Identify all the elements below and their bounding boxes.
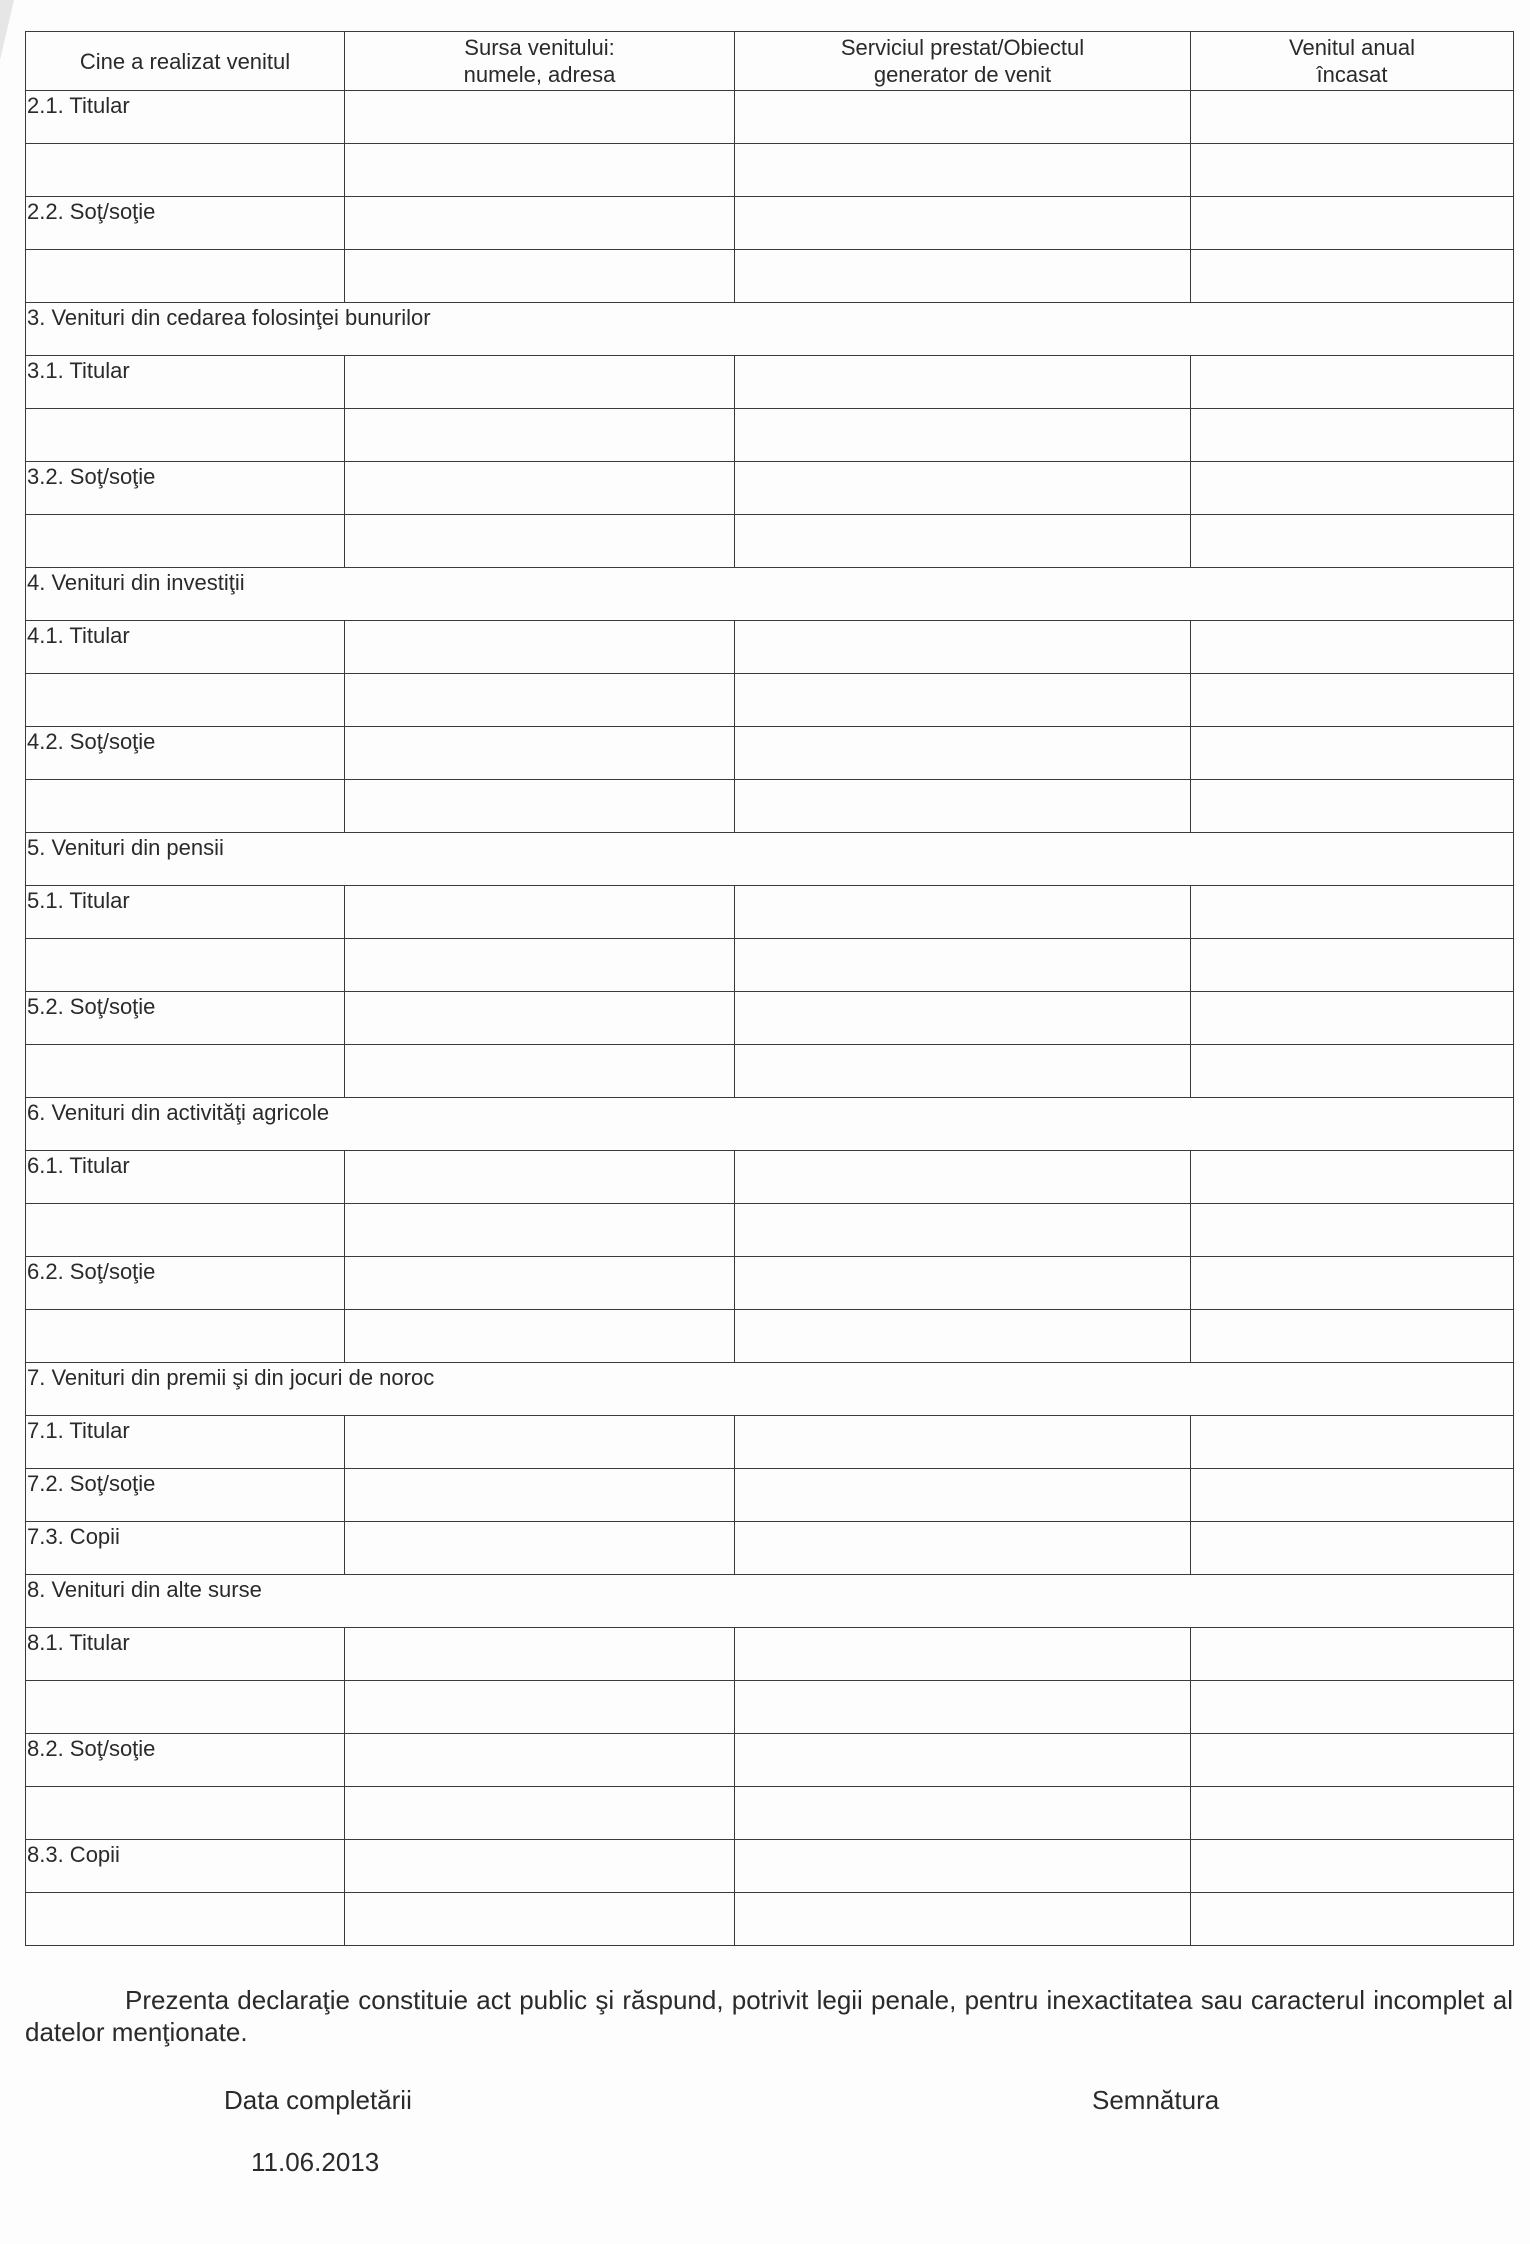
cell-service [735,992,1191,1045]
cell-service [735,197,1191,250]
table-row [26,674,1514,727]
cell-service [735,462,1191,515]
cell-who [26,409,345,462]
row-label [26,1204,344,1206]
cell-source [345,1416,735,1469]
cell-who [26,992,345,1045]
cell-source [345,992,735,1045]
cell-annual-income [1191,780,1514,833]
cell-service [735,1257,1191,1310]
cell-service [735,1840,1191,1893]
row-label [26,515,344,517]
row-label: 6.1. Titular [27,1153,130,1178]
table-row [26,1787,1514,1840]
cell-source [345,1628,735,1681]
cell-service [735,1628,1191,1681]
table-row [26,1734,1514,1787]
cell-service [735,780,1191,833]
table-row [26,1840,1514,1893]
cell-service [735,1416,1191,1469]
row-label [26,1310,344,1312]
row-label [26,1681,344,1683]
table-row [26,1893,1514,1946]
cell-source [345,250,735,303]
table-row [26,1522,1514,1575]
date-label: Data completării [224,2085,412,2115]
cell-who [26,462,345,515]
cell-source [345,1787,735,1840]
row-label [26,144,344,146]
cell-source [345,1469,735,1522]
table-row [26,886,1514,939]
cell-who [26,197,345,250]
cell-source [345,462,735,515]
row-label: 6.2. Soţ/soţie [27,1259,156,1284]
table-row [26,939,1514,992]
cell-service [735,1522,1191,1575]
cell-source [345,727,735,780]
cell-source [345,886,735,939]
section-row [26,1098,1514,1151]
row-label: 2.1. Titular [27,93,130,118]
table-row [26,1257,1514,1310]
section-heading-cell [26,1575,1514,1628]
cell-source [345,1893,735,1946]
cell-who [26,1416,345,1469]
row-label: 3.1. Titular [27,358,130,383]
cell-annual-income [1191,144,1514,197]
cell-who [26,1681,345,1734]
cell-service [735,1151,1191,1204]
cell-who [26,91,345,144]
table-body [26,91,1514,1946]
cell-service [735,727,1191,780]
row-label: 5.2. Soţ/soţie [27,994,156,1019]
table-row [26,1310,1514,1363]
cell-service [735,674,1191,727]
cell-service [735,939,1191,992]
cell-who [26,1840,345,1893]
table-row [26,1204,1514,1257]
section-heading: 4. Venituri din investiţii [27,570,245,595]
cell-annual-income [1191,515,1514,568]
row-label: 7.3. Copii [27,1524,120,1549]
section-row [26,1575,1514,1628]
row-label [26,674,344,676]
cell-who [26,1151,345,1204]
section-heading: 3. Venituri din cedarea folosinţei bunurilor [27,305,431,330]
cell-source [345,780,735,833]
row-label: 7.1. Titular [27,1418,130,1443]
row-label: 3.2. Soţ/soţie [27,464,156,489]
row-label [26,1893,344,1895]
cell-source [345,1681,735,1734]
cell-annual-income [1191,727,1514,780]
cell-annual-income [1191,1840,1514,1893]
table-row [26,1416,1514,1469]
cell-service [735,1893,1191,1946]
cell-annual-income [1191,1681,1514,1734]
table-row [26,621,1514,674]
cell-who [26,727,345,780]
header-source: Sursa venitului: numele, adresa [345,32,735,91]
cell-who [26,1204,345,1257]
cell-service [735,1310,1191,1363]
cell-annual-income [1191,674,1514,727]
row-label: 8.3. Copii [27,1842,120,1867]
table-row [26,1469,1514,1522]
cell-annual-income [1191,197,1514,250]
cell-who [26,1045,345,1098]
row-label: 2.2. Soţ/soţie [27,199,156,224]
table-row [26,144,1514,197]
cell-source [345,356,735,409]
cell-source [345,1045,735,1098]
table-row [26,1681,1514,1734]
table-row [26,1628,1514,1681]
table-row [26,462,1514,515]
table-row [26,409,1514,462]
row-label: 5.1. Titular [27,888,130,913]
cell-source [345,674,735,727]
cell-annual-income [1191,1257,1514,1310]
row-label: 8.1. Titular [27,1630,130,1655]
section-row [26,833,1514,886]
cell-who [26,356,345,409]
cell-source [345,1840,735,1893]
cell-who [26,674,345,727]
row-label: 8.2. Soţ/soţie [27,1736,156,1761]
cell-source [345,91,735,144]
row-label [26,780,344,782]
cell-service [735,1469,1191,1522]
cell-who [26,1469,345,1522]
table-row [26,197,1514,250]
cell-annual-income [1191,1787,1514,1840]
row-label [26,250,344,252]
table-row [26,780,1514,833]
section-heading: 5. Venituri din pensii [27,835,224,860]
cell-annual-income [1191,409,1514,462]
table-row [26,250,1514,303]
cell-service [735,1734,1191,1787]
cell-annual-income [1191,886,1514,939]
section-heading: 8. Venituri din alte surse [27,1577,262,1602]
header-who: Cine a realizat venitul [26,32,345,91]
cell-who [26,1628,345,1681]
cell-annual-income [1191,462,1514,515]
section-row [26,303,1514,356]
cell-service [735,621,1191,674]
row-label: 7.2. Soţ/soţie [27,1471,156,1496]
cell-annual-income [1191,1893,1514,1946]
row-label [26,409,344,411]
cell-who [26,621,345,674]
cell-who [26,1522,345,1575]
section-heading: 6. Venituri din activităţi agricole [27,1100,330,1125]
cell-annual-income [1191,1522,1514,1575]
table-row [26,1045,1514,1098]
cell-annual-income [1191,250,1514,303]
cell-service [735,1045,1191,1098]
cell-annual-income [1191,1416,1514,1469]
cell-source [345,1734,735,1787]
cell-who [26,1257,345,1310]
section-heading-cell [26,303,1514,356]
row-label: 4.2. Soţ/soţie [27,729,156,754]
cell-annual-income [1191,1045,1514,1098]
scan-corner-shadow [0,0,14,60]
cell-source [345,1522,735,1575]
section-heading-cell [26,568,1514,621]
cell-source [345,197,735,250]
date-value: 11.06.2013 [251,2147,380,2177]
cell-annual-income [1191,1628,1514,1681]
table-row [26,515,1514,568]
cell-service [735,1681,1191,1734]
cell-source [345,1310,735,1363]
row-label [26,939,344,941]
cell-who [26,1787,345,1840]
cell-annual-income [1191,1204,1514,1257]
table-row [26,356,1514,409]
cell-source [345,515,735,568]
cell-service [735,250,1191,303]
section-heading-cell [26,833,1514,886]
income-table [25,31,1514,1946]
cell-annual-income [1191,1734,1514,1787]
cell-who [26,250,345,303]
cell-service [735,409,1191,462]
section-heading: 7. Venituri din premii şi din jocuri de noroc [27,1365,435,1390]
table-row [26,91,1514,144]
cell-annual-income [1191,1151,1514,1204]
cell-annual-income [1191,356,1514,409]
cell-service [735,886,1191,939]
cell-service [735,91,1191,144]
row-label [26,1787,344,1789]
legal-statement: Prezenta declaraţie constituie act public şi răspund, potrivit legii penale, pentru inexactitatea sau caracterul incomplet al datelor menţionate. [25,1985,1513,2047]
section-heading-cell [26,1098,1514,1151]
cell-service [735,1204,1191,1257]
cell-source [345,144,735,197]
cell-source [345,1151,735,1204]
cell-who [26,515,345,568]
row-label [26,1045,344,1047]
cell-service [735,144,1191,197]
cell-annual-income [1191,992,1514,1045]
signature-label: Semnătura [1092,2085,1220,2115]
header-annual-income: Venitul anual încasat [1191,32,1514,91]
cell-who [26,144,345,197]
row-label: 4.1. Titular [27,623,130,648]
cell-source [345,939,735,992]
header-service: Serviciul prestat/Obiectul generator de venit [735,32,1191,91]
table-row [26,727,1514,780]
cell-source [345,1257,735,1310]
section-row [26,1363,1514,1416]
cell-who [26,886,345,939]
cell-service [735,1787,1191,1840]
cell-who [26,939,345,992]
cell-source [345,1204,735,1257]
cell-annual-income [1191,1310,1514,1363]
cell-annual-income [1191,939,1514,992]
cell-service [735,356,1191,409]
section-heading-cell [26,1363,1514,1416]
cell-annual-income [1191,1469,1514,1522]
section-row [26,568,1514,621]
cell-who [26,1734,345,1787]
table-header-row [26,32,1514,91]
table-row [26,992,1514,1045]
cell-service [735,515,1191,568]
cell-annual-income [1191,91,1514,144]
table-row [26,1151,1514,1204]
cell-who [26,1310,345,1363]
cell-source [345,621,735,674]
cell-annual-income [1191,621,1514,674]
cell-source [345,409,735,462]
cell-who [26,780,345,833]
cell-who [26,1893,345,1946]
